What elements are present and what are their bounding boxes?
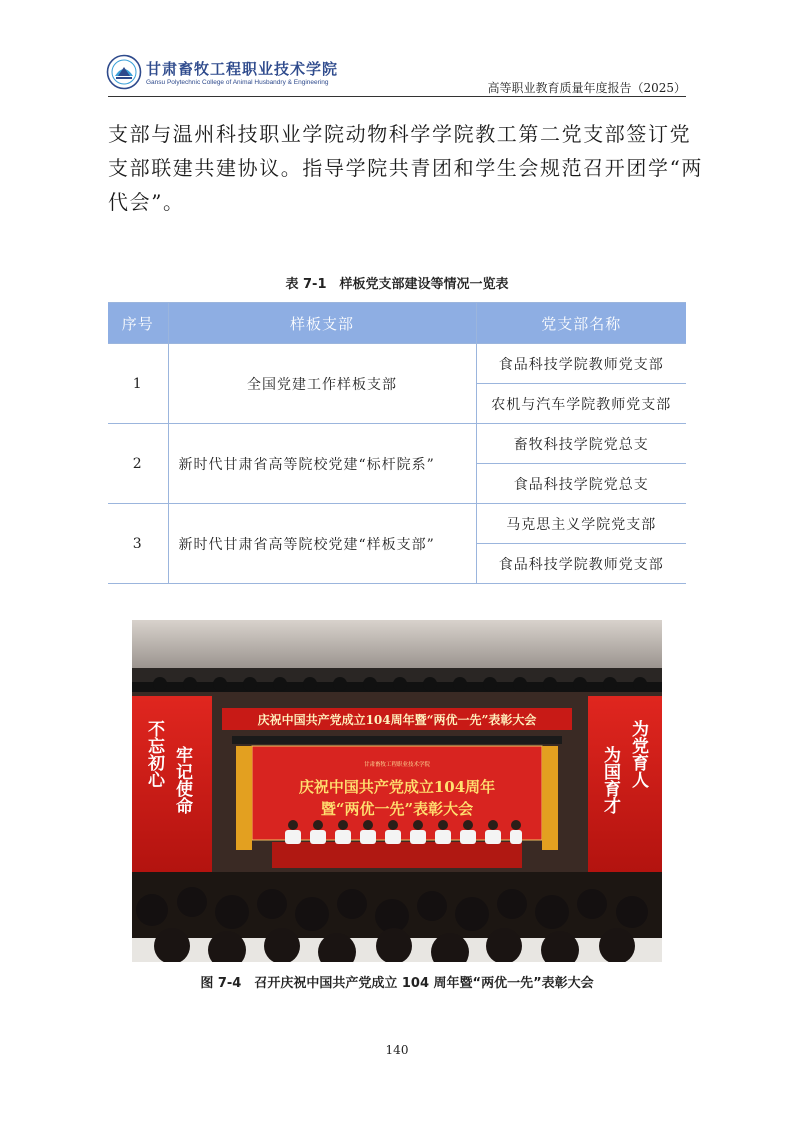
- report-title: 高等职业教育质量年度报告（2025）: [487, 81, 686, 95]
- page-number: 140: [385, 1043, 409, 1057]
- row-branch: 食品科技学院教师党支部: [476, 344, 686, 384]
- row-type: 新时代甘肃省高等院校党建“样板支部”: [168, 504, 476, 584]
- body-line: 支部与温州科技职业学院动物科学学院教工第二党支部签订党: [108, 122, 692, 146]
- stage-logo-text: 甘肃畜牧工程职业技术学院: [363, 762, 431, 768]
- body-line: 代会”。: [108, 190, 185, 214]
- left-screen-slogan-2: 牢记使命: [172, 746, 192, 814]
- table-row: [108, 344, 686, 384]
- table-header-row: [108, 303, 686, 344]
- ceremony-photo: [132, 620, 662, 962]
- school-name: 甘肃畜牧工程职业技术学院: [146, 60, 339, 78]
- body-line: 支部联建共建协议。指导学院共青团和学生会规范召开团学“两: [108, 156, 704, 180]
- figure-caption: 图 7-4 召开庆祝中国共产党成立 104 周年暨“两优一先”表彰大会: [200, 976, 594, 991]
- stage-title-line1: 庆祝中国共产党成立104周年: [298, 778, 496, 796]
- row-number: 2: [108, 424, 168, 504]
- right-screen-slogan-1: 为党育人: [628, 720, 648, 788]
- row-number: 1: [108, 344, 168, 424]
- branch-table: [108, 302, 686, 584]
- stage-title-line2: 暨“两优一先”表彰大会: [320, 800, 474, 818]
- left-screen-slogan-1: 不忘初心: [144, 720, 164, 788]
- screen-banner-text: 庆祝中国共产党成立104周年暨“两优一先”表彰大会: [257, 713, 537, 727]
- row-type: 新时代甘肃省高等院校党建“标杆院系”: [168, 424, 476, 504]
- col-header-number: 序号: [108, 303, 168, 344]
- body-paragraph: [108, 117, 704, 219]
- school-logo: [106, 54, 142, 90]
- school-name-english: Gansu Polytechnic College of Animal Husbandry & Engineering: [146, 79, 329, 86]
- row-type: 全国党建工作样板支部: [168, 344, 476, 424]
- row-number: 3: [108, 504, 168, 584]
- row-branch: 畜牧科技学院党总支: [476, 424, 686, 464]
- right-screen-slogan-2: 为国育才: [600, 746, 620, 814]
- table-row: [108, 504, 686, 544]
- header-divider: [108, 96, 686, 97]
- row-branch: 食品科技学院教师党支部: [476, 544, 686, 584]
- col-header-branch: 党支部名称: [476, 303, 686, 344]
- table-row: [108, 424, 686, 464]
- row-branch: 食品科技学院党总支: [476, 464, 686, 504]
- col-header-type: 样板支部: [168, 303, 476, 344]
- row-branch: 马克思主义学院党支部: [476, 504, 686, 544]
- row-branch: 农机与汽车学院教师党支部: [476, 384, 686, 424]
- table-caption: 表 7-1 样板党支部建设等情况一览表: [285, 277, 509, 292]
